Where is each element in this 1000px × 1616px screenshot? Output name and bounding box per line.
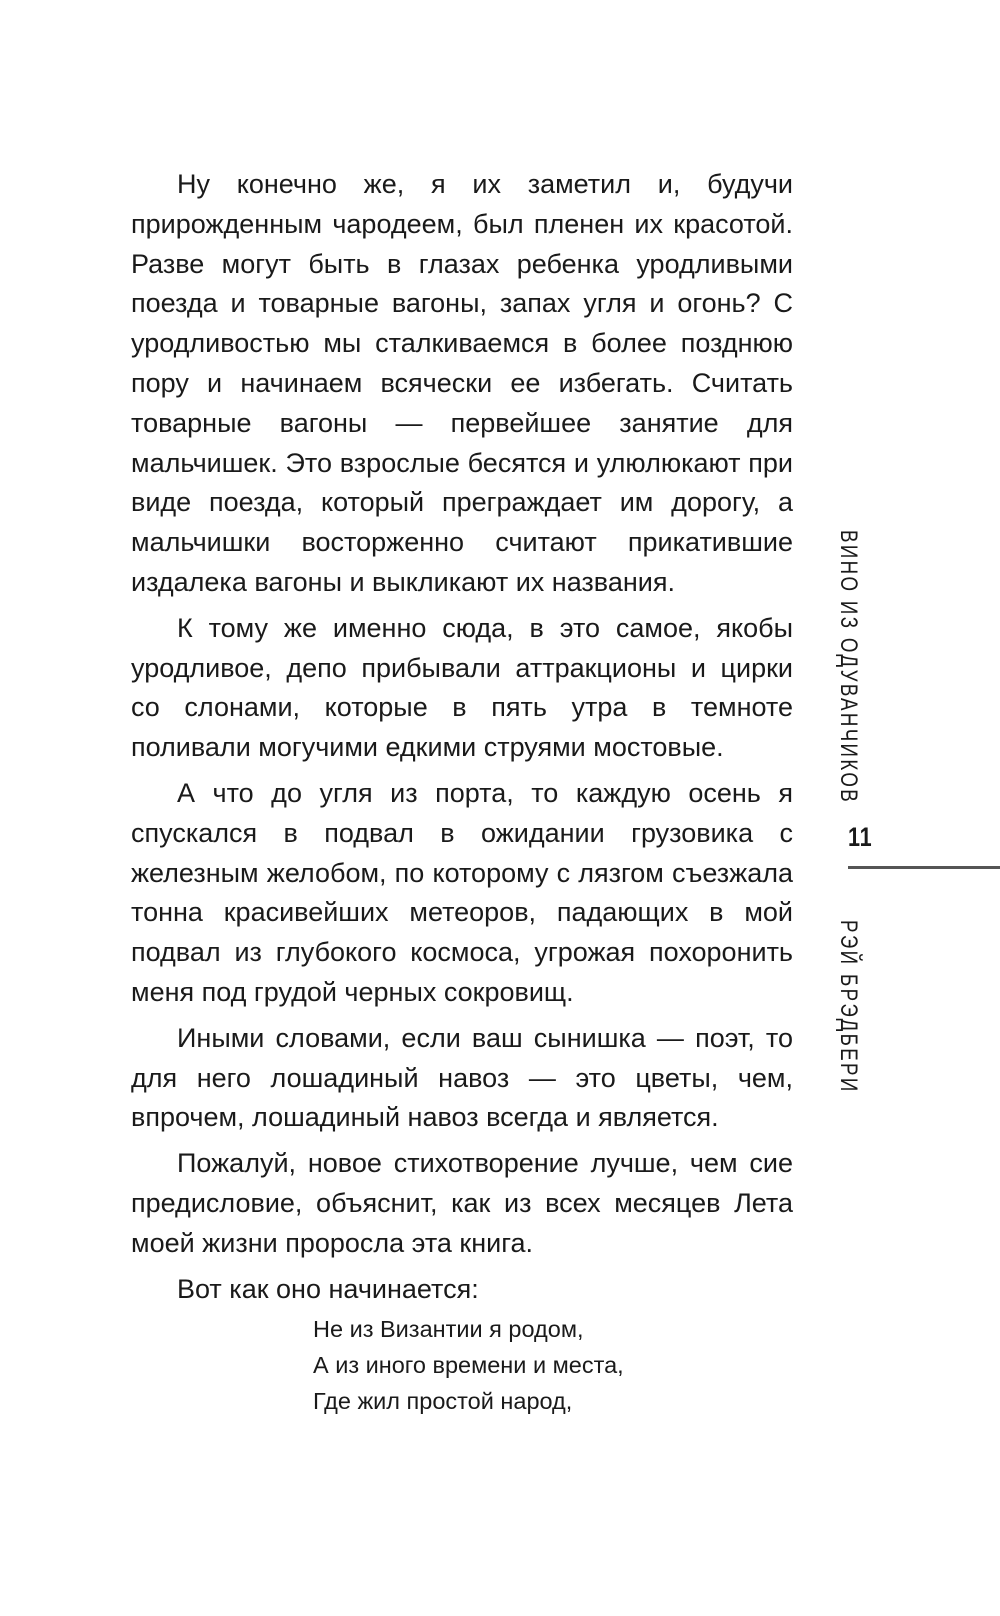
verse-line-2: А из иного времени и места,: [313, 1352, 624, 1378]
page-number: 11: [848, 822, 873, 852]
page-edge-rule: [848, 866, 1000, 869]
poem-excerpt: [313, 1311, 624, 1419]
paragraph-1: Ну конечно же, я их заметил и, будучи прирожденным чародеем, был пленен их красотой. Разве могут быть в глазах ребенка уродливыми поезда и товарные вагоны, запах угля и огонь? С уродливостью мы сталкиваемся в более позднюю пору и начинаем всячески ее избегать. Считать товарные вагоны — первейшее занятие для мальчишек. Это взрослые бесятся и улюлюкают при виде поезда, который преграждает им дорогу, а мальчишки восторженно считают прикатившие издалека вагоны и выкликают их названия.: [131, 169, 793, 597]
verse-line-1: Не из Византии я родом,: [313, 1316, 584, 1342]
paragraph-3: А что до угля из порта, то каждую осень я спускался в подвал в ожидании грузовика с железным желобом, по которому с лязгом съезжала тонна красивейших метеоров, падающих в мой подвал из глубокого космоса, угрожая похоронить меня под грудой черных сокровищ.: [131, 777, 793, 1007]
paragraph-5: Пожалуй, новое стихотворение лучше, чем сие предисловие, объяснит, как из всех месяцев Лета моей жизни проросла эта книга.: [131, 1148, 793, 1258]
body-text: [131, 165, 793, 1315]
paragraph-2: К тому же именно сюда, в это самое, якобы уродливое, депо прибывали аттракционы и цирки со слонами, которые в пять утра в темноте поливали могучими едкими струями мостовые.: [131, 612, 793, 763]
running-title-author: РЭЙ БРЭДБЕРИ: [835, 920, 862, 1094]
verse-line-3: Где жил простой народ,: [313, 1388, 573, 1414]
paragraph-4: Иными словами, если ваш сынишка — поэт, то для него лошадиный навоз — это цветы, чем, впрочем, лошадиный навоз всегда и является.: [131, 1022, 793, 1133]
running-title-book: ВИНО ИЗ ОДУВАНЧИКОВ: [835, 530, 862, 805]
paragraph-6: Вот как оно начинается:: [177, 1273, 479, 1304]
